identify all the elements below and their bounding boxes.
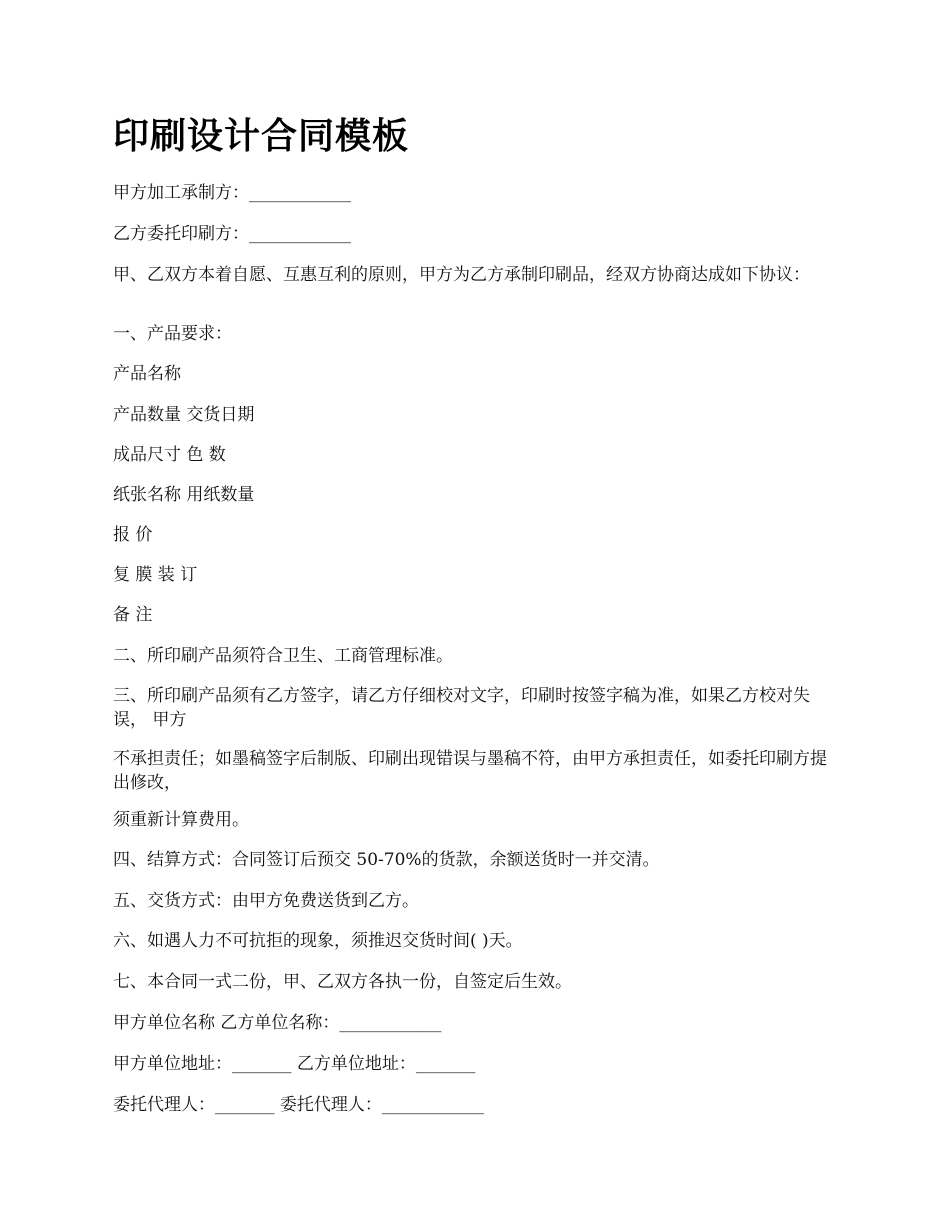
product-name-line: 产品名称 bbox=[113, 364, 181, 384]
unit-names-line: 甲方单位名称 乙方单位名称：____________ bbox=[113, 1013, 442, 1033]
section-1-heading: 一、产品要求： bbox=[113, 324, 232, 344]
party-a-line: 甲方加工承制方：____________ bbox=[113, 183, 351, 203]
preamble-paragraph: 甲、乙双方本着自愿、互惠互利的原则，甲方为乙方承制印刷品，经双方协商达成如下协议： bbox=[113, 265, 810, 285]
document-title: 印刷设计合同模板 bbox=[113, 115, 410, 157]
section-6-paragraph: 六、如遇人力不可抗拒的现象，须推迟交货时间( )天。 bbox=[113, 931, 523, 951]
section-3-paragraph-b: 不承担责任；如墨稿签字后制版、印刷出现错误与墨稿不符，由甲方承担责任，如委托印刷方提出修改， bbox=[113, 749, 827, 793]
section-7-paragraph: 七、本合同一式二份，甲、乙双方各执一份，自签定后生效。 bbox=[113, 972, 572, 992]
section-3-paragraph-a: 三、所印刷产品须有乙方签字，请乙方仔细校对文字，印刷时按签字稿为准，如果乙方校对失 误， 甲方 bbox=[113, 686, 810, 730]
section-2-paragraph: 二、所印刷产品须符合卫生、工商管理标准。 bbox=[113, 646, 453, 666]
paper-line: 纸张名称 用纸数量 bbox=[113, 485, 255, 505]
unit-addresses-line: 甲方单位地址：_______ 乙方单位地址：_______ bbox=[113, 1054, 476, 1074]
remark-line: 备 注 bbox=[113, 605, 153, 625]
size-color-line: 成品尺寸 色 数 bbox=[113, 445, 226, 465]
section-4-paragraph: 四、结算方式：合同签订后预交 50-70%的货款，余额送货时一并交清。 bbox=[113, 850, 660, 870]
section-5-paragraph: 五、交货方式：由甲方免费送货到乙方。 bbox=[113, 891, 419, 911]
lamination-binding-line: 复 膜 装 订 bbox=[113, 565, 198, 585]
party-b-line: 乙方委托印刷方：____________ bbox=[113, 224, 351, 244]
quote-line: 报 价 bbox=[113, 525, 153, 545]
agents-line: 委托代理人：_______ 委托代理人：____________ bbox=[113, 1095, 484, 1115]
section-3-paragraph-c: 须重新计算费用。 bbox=[113, 810, 249, 830]
product-quantity-date-line: 产品数量 交货日期 bbox=[113, 405, 255, 425]
